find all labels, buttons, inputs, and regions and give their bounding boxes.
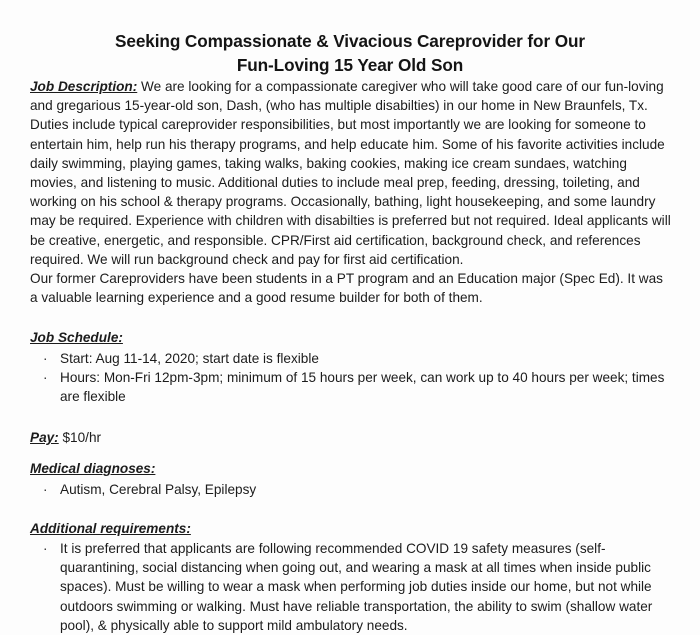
page-title-line-2: Fun-Loving 15 Year Old Son [236, 55, 464, 75]
page-title [0, 0, 700, 77]
pay-line [30, 428, 672, 447]
pay-value: $10/hr [58, 430, 102, 446]
bullet-icon: · [43, 369, 48, 385]
list-item-text: It is preferred that applicants are following recommended COVID 19 safety measures (self-quarantining, social distancing when going out, and wearing a mask at all times when inside public spaces). Must be willing to wear a mask when performing job duties inside our home, but not while outdoors swimming or walking. Must have reliable transportation, the ability to swim (shallow water pool), & physically able to support mild ambulatory needs. [60, 541, 653, 633]
bullet-icon: · [43, 541, 48, 557]
medical-diagnoses-list [30, 480, 672, 499]
bullet-icon: · [43, 481, 48, 497]
page-title-line-1: Seeking Compassionate & Vivacious Careprovider for Our [115, 31, 585, 51]
job-schedule-heading: Job Schedule: [30, 330, 123, 346]
list-item [30, 539, 672, 635]
job-description-paragraph [30, 77, 672, 269]
additional-requirements-list [30, 539, 672, 635]
list-item [30, 349, 672, 368]
list-item-text: Hours: Mon-Fri 12pm-3pm; minimum of 15 hours per week, can work up to 40 hours per week; times are flexible [60, 369, 665, 405]
document-body [0, 77, 700, 635]
additional-requirements-heading: Additional requirements: [30, 520, 191, 536]
pay-heading: Pay: [30, 430, 59, 446]
job-description-heading: Job Description: [30, 79, 138, 94]
list-item [30, 368, 672, 406]
former-careproviders-paragraph: Our former Careproviders have been students in a PT program and an Education major (Spec Ed). It was a valuable learning experience and a good resume builder for both of them. [30, 271, 663, 306]
job-schedule-list [30, 349, 672, 407]
list-item-text: Autism, Cerebral Palsy, Epilepsy [60, 481, 257, 497]
list-item [30, 480, 672, 499]
job-description-text: We are looking for a compassionate caregiver who will take good care of our fun-loving and gregarious 15-year-old son, Dash, (who has multiple disabilties) in our home in New Braunfels, Tx. Duties include typical careprovider responsibilities, but most importantly we are looking for someone to entertain him, help run his therapy programs, and help educate him. Some of his favorite activities include daily swimming, playing games, taking walks, baking cookies, making ice cream sundaes, watching movies, and listening to music. Additional duties to include meal prep, feeding, dressing, toileting, and working on his school & therapy programs. Occasionally, bathing, light housekeeping, and some laundry may be required. Experience with children with disabilties is preferred but not required. Ideal applicants will be creative, energetic, and responsible. CPR/First aid certification, background check, and references required. We will run background check and pay for first aid certification. [30, 79, 671, 267]
bullet-icon: · [43, 350, 48, 366]
list-item-text: Start: Aug 11-14, 2020; start date is flexible [60, 350, 319, 366]
medical-diagnoses-heading: Medical diagnoses: [30, 461, 156, 477]
